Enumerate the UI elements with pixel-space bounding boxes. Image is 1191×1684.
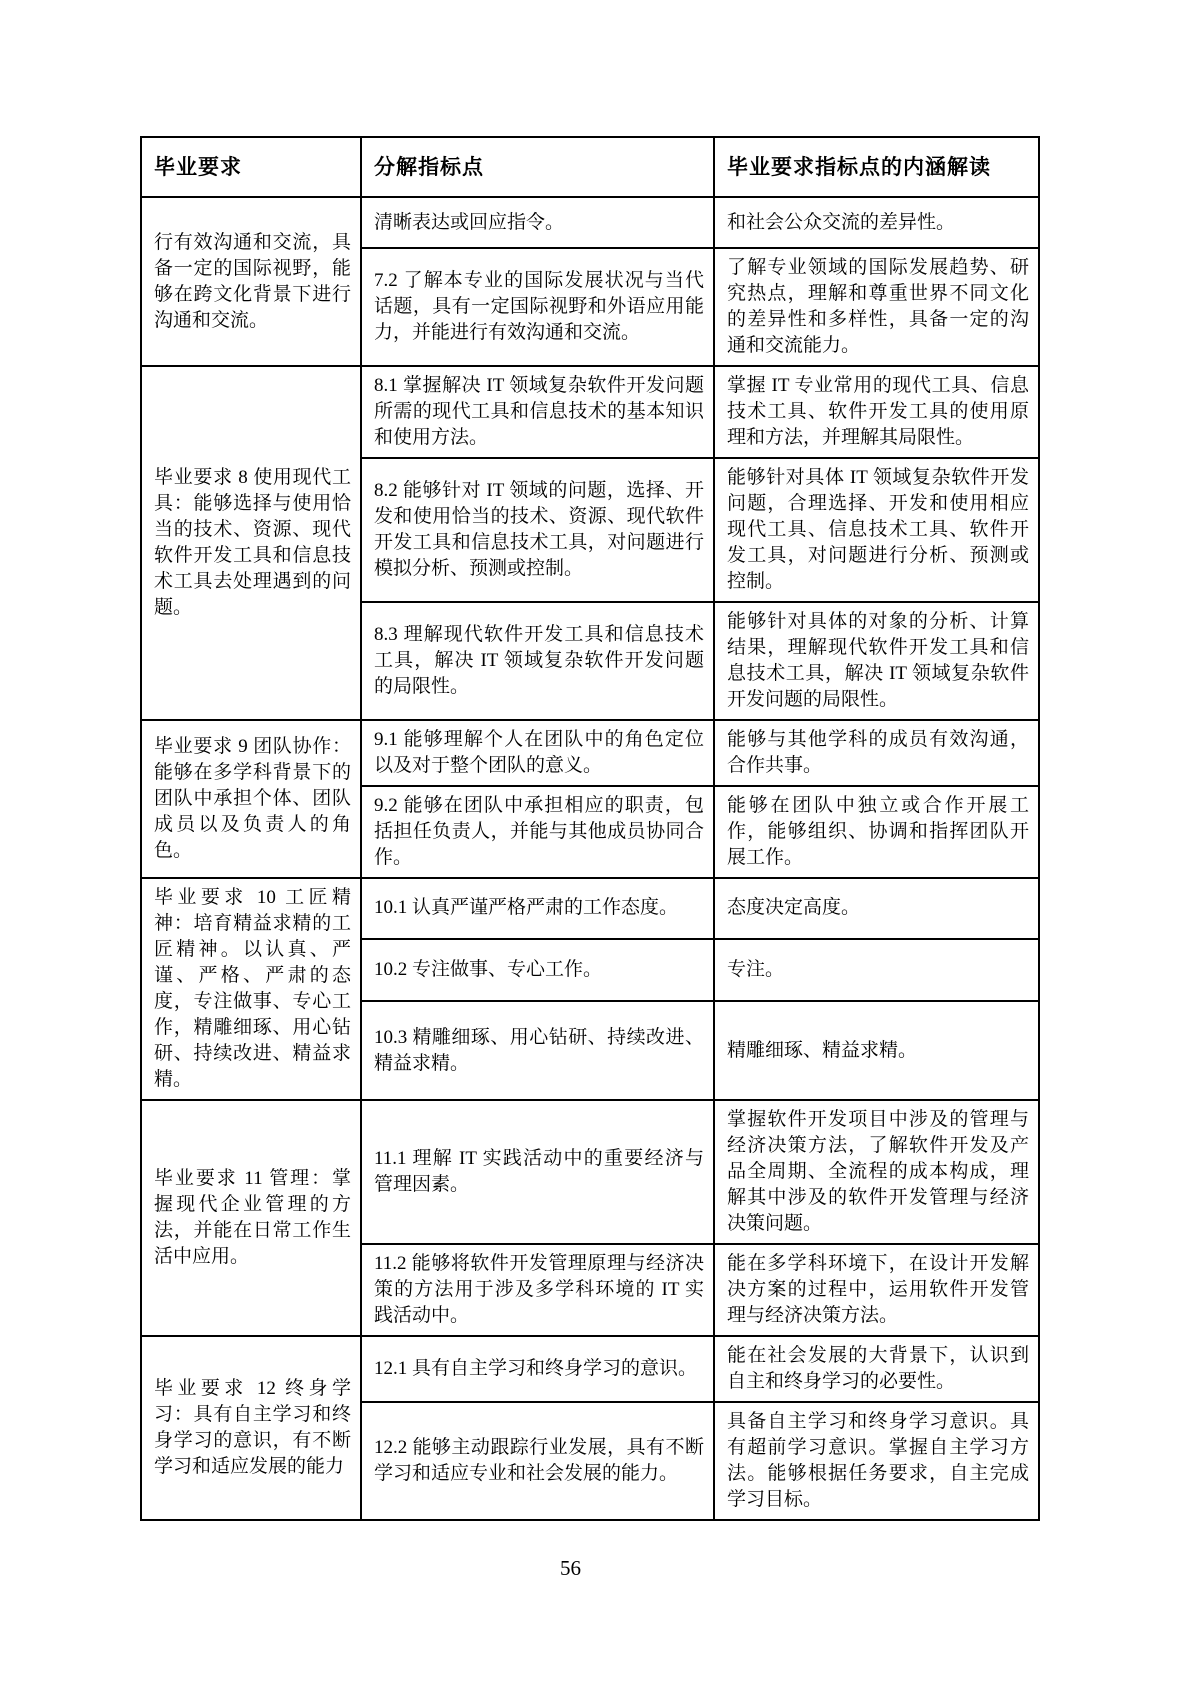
requirement-cell: 毕业要求 11 管理：掌握现代企业管理的方法，并能在日常工作生活中应用。	[141, 1100, 361, 1336]
indicator-cell: 8.2 能够针对 IT 领域的问题，选择、开发和使用恰当的技术、资源、现代软件开发工具和信息技术工具，对问题进行模拟分析、预测或控制。	[361, 458, 714, 602]
requirement-cell: 毕业要求 10 工匠精神：培育精益求精的工匠精神。以认真、严谨、严格、严肃的态度，专注做事、专心工作，精雕细琢、用心钻研、持续改进、精益求精。	[141, 878, 361, 1100]
indicator-cell: 9.2 能够在团队中承担相应的职责，包括担任负责人，并能与其他成员协同合作。	[361, 786, 714, 878]
col-header-indicator: 分解指标点	[361, 137, 714, 197]
interpretation-cell: 精雕细琢、精益求精。	[714, 1001, 1039, 1100]
indicator-cell: 11.2 能够将软件开发管理原理与经济决策的方法用于涉及多学科环境的 IT 实践活动中。	[361, 1244, 714, 1336]
table-row	[141, 1336, 1039, 1402]
page-number: 56	[560, 1556, 581, 1580]
indicator-cell: 12.1 具有自主学习和终身学习的意识。	[361, 1336, 714, 1402]
indicator-cell: 7.2 了解本专业的国际发展状况与当代话题，具有一定国际视野和外语应用能力，并能进行有效沟通和交流。	[361, 248, 714, 366]
interpretation-cell: 能够在团队中独立或合作开展工作，能够组织、协调和指挥团队开展工作。	[714, 786, 1039, 878]
interpretation-cell: 具备自主学习和终身学习意识。具有超前学习意识。掌握自主学习方法。能够根据任务要求，自主完成学习目标。	[714, 1402, 1039, 1520]
indicator-cell: 11.1 理解 IT 实践活动中的重要经济与管理因素。	[361, 1100, 714, 1244]
indicator-cell: 10.1 认真严谨严格严肃的工作态度。	[361, 878, 714, 939]
requirement-cell: 毕业要求 9 团队协作：能够在多学科背景下的团队中承担个体、团队成员以及负责人的角色。	[141, 720, 361, 878]
col-header-requirement: 毕业要求	[141, 137, 361, 197]
indicator-cell: 8.3 理解现代软件开发工具和信息技术工具，解决 IT 领域复杂软件开发问题的局限性。	[361, 602, 714, 720]
interpretation-cell: 掌握软件开发项目中涉及的管理与经济决策方法，了解软件开发及产品全周期、全流程的成本构成，理解其中涉及的软件开发管理与经济决策问题。	[714, 1100, 1039, 1244]
interpretation-cell: 态度决定高度。	[714, 878, 1039, 939]
table-row	[141, 878, 1039, 939]
table-row	[141, 720, 1039, 786]
table-header-row	[141, 137, 1039, 197]
interpretation-cell: 能够针对具体 IT 领域复杂软件开发问题，合理选择、开发和使用相应现代工具、信息技术工具、软件开发工具，对问题进行分析、预测或控制。	[714, 458, 1039, 602]
interpretation-cell: 专注。	[714, 939, 1039, 1002]
interpretation-cell: 能在多学科环境下，在设计开发解决方案的过程中，运用软件开发管理与经济决策方法。	[714, 1244, 1039, 1336]
table-row	[141, 1100, 1039, 1244]
indicator-cell: 9.1 能够理解个人在团队中的角色定位以及对于整个团队的意义。	[361, 720, 714, 786]
indicator-cell: 12.2 能够主动跟踪行业发展，具有不断学习和适应专业和社会发展的能力。	[361, 1402, 714, 1520]
indicator-cell: 清晰表达或回应指令。	[361, 197, 714, 248]
table-row	[141, 366, 1039, 458]
interpretation-cell: 和社会公众交流的差异性。	[714, 197, 1039, 248]
interpretation-cell: 掌握 IT 专业常用的现代工具、信息技术工具、软件开发工具的使用原理和方法，并理解其局限性。	[714, 366, 1039, 458]
indicator-cell: 10.2 专注做事、专心工作。	[361, 939, 714, 1002]
graduation-requirements-table	[140, 136, 1040, 1521]
table-row	[141, 197, 1039, 248]
indicator-cell: 8.1 掌握解决 IT 领域复杂软件开发问题所需的现代工具和信息技术的基本知识和使用方法。	[361, 366, 714, 458]
interpretation-cell: 能够针对具体的对象的分析、计算结果，理解现代软件开发工具和信息技术工具，解决 IT 领域复杂软件开发问题的局限性。	[714, 602, 1039, 720]
col-header-interpretation: 毕业要求指标点的内涵解读	[714, 137, 1039, 197]
interpretation-cell: 了解专业领域的国际发展趋势、研究热点，理解和尊重世界不同文化的差异性和多样性，具备一定的沟通和交流能力。	[714, 248, 1039, 366]
interpretation-cell: 能在社会发展的大背景下，认识到自主和终身学习的必要性。	[714, 1336, 1039, 1402]
requirement-cell: 行有效沟通和交流，具备一定的国际视野，能够在跨文化背景下进行沟通和交流。	[141, 197, 361, 366]
requirement-cell: 毕业要求 12 终身学习：具有自主学习和终身学习的意识，有不断学习和适应发展的能力	[141, 1336, 361, 1520]
requirement-cell: 毕业要求 8 使用现代工具：能够选择与使用恰当的技术、资源、现代软件开发工具和信息技术工具去处理遇到的问题。	[141, 366, 361, 720]
interpretation-cell: 能够与其他学科的成员有效沟通，合作共事。	[714, 720, 1039, 786]
indicator-cell: 10.3 精雕细琢、用心钻研、持续改进、精益求精。	[361, 1001, 714, 1100]
